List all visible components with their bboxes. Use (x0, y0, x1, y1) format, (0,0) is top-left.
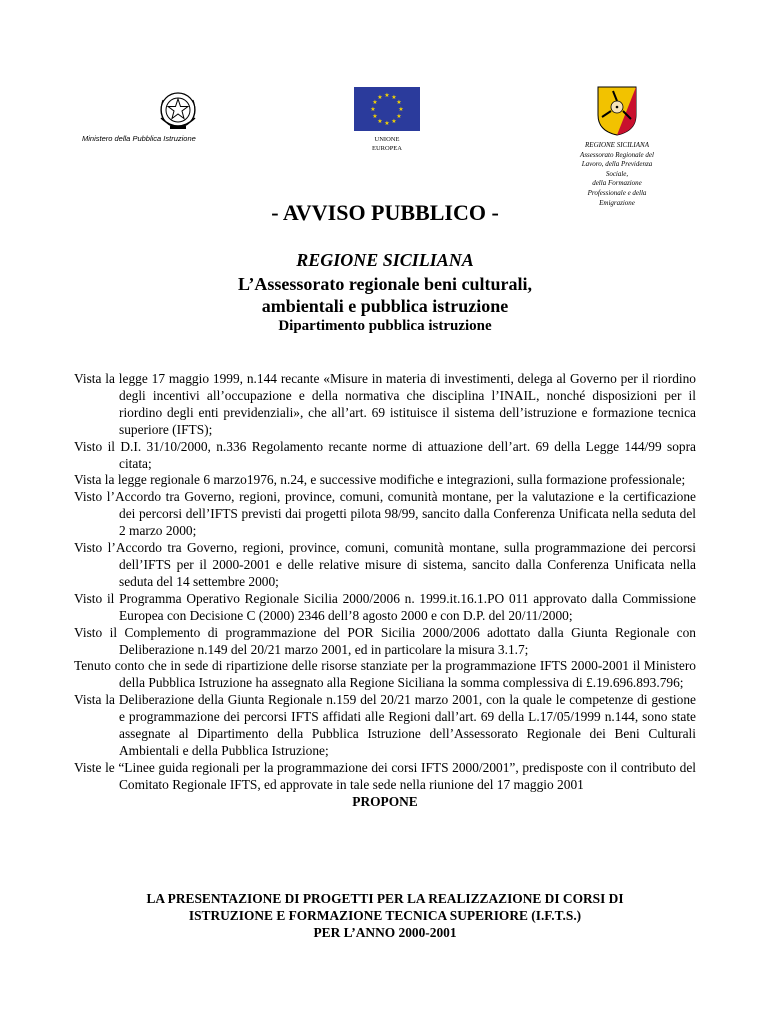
ministry-caption: Ministero della Pubblica Istruzione (82, 134, 196, 143)
recital-paragraph: Viste le “Linee guida regionali per la programmazione dei corsi IFTS 2000/2001”, predisposte con il contributo del Comitato Regionale IFTS, ed approvate in tale sede nella riunione del 17 maggio 2001 (74, 759, 696, 792)
eu-logo-block (352, 87, 422, 153)
svg-text:★: ★ (384, 92, 390, 99)
svg-text:★: ★ (370, 106, 376, 113)
svg-text:★: ★ (398, 106, 404, 113)
proposal-line3: PER L’ANNO 2000-2001 (313, 925, 457, 940)
department-title: Dipartimento pubblica istruzione (278, 318, 492, 334)
sicily-caption (564, 141, 670, 208)
eu-flag-icon (354, 87, 420, 131)
recital-paragraph: Vista la Deliberazione della Giunta Regionale n.159 del 20/21 marzo 2001, con la quale le competenze di gestione e programmazione dei percorsi IFTS affidati alle Regioni dall’art. 69 della L.17/05/1999 n.144, sono state assegnate al Dipartimento della Pubblica Istruzione dell’Assessorato Regionale dei Beni Culturali Ambientali e della Pubblica Istruzione; (74, 692, 696, 758)
recital-paragraph: Visto l’Accordo tra Governo, regioni, province, comuni, comunità montane, per la valutazione e la certificazione dei percorsi dell’IFTS previsti dai progetti pilota 98/99, sancito dalla Conferenza Unificata nella seduta del 2 marzo 2000; (74, 489, 696, 539)
svg-text:★: ★ (377, 94, 383, 101)
propone-heading: PROPONE (352, 793, 418, 809)
sicily-logo-block (564, 85, 670, 208)
sicily-trinacria-shield-icon (596, 85, 638, 137)
sicily-caption-line: Sociale, (605, 169, 629, 178)
sicily-caption-line: REGIONE SICILIANA (585, 141, 649, 149)
svg-text:★: ★ (372, 99, 378, 106)
recital-paragraph: Tenuto conto che in sede di ripartizione delle risorse stanziate per la programmazione IFTS 2000-2001 il Ministero della Pubblica Istruzione ha assegnato alla Regione Siciliana la somma complessiva di £.19.696.893.796; (74, 658, 696, 691)
svg-text:★: ★ (384, 120, 390, 127)
svg-text:★: ★ (377, 118, 383, 125)
proposal-heading (74, 890, 696, 941)
region-title: REGIONE SICILIANA (296, 250, 474, 270)
sicily-caption-line: Professionale e della (587, 188, 647, 197)
assessorato-line2: ambientali e pubblica istruzione (261, 296, 509, 316)
recital-paragraph: Vista la legge 17 maggio 1999, n.144 recante «Misure in materia di investimenti, delega al Governo per il riordino degli incentivi all’occupazione e della normativa che disciplina l’INAIL, nonché disposizioni per il riordino degli enti previdenziali», che all’art. 69 istituisce il sistema dell’istruzione e formazione tecnica superiore (IFTS); (74, 371, 696, 437)
italian-republic-emblem-icon (155, 88, 201, 134)
recital-paragraph: Visto il Programma Operativo Regionale Sicilia 2000/2006 n. 1999.it.16.1.PO 011 approvato dalla Commissione Europea con Decisione C (2000) 2346 dell’8 agosto 2000 e con D.P. del 20/11/2000; (74, 590, 696, 623)
recital-paragraph: Vista la legge regionale 6 marzo1976, n.24, e successive modifiche e integrazioni, sulla formazione professionale; (74, 472, 686, 488)
recital-paragraph: Visto il D.I. 31/10/2000, n.336 Regolamento recante norme di attuazione dell’art. 69 della Legge 144/99 sopra citata; (74, 438, 696, 471)
eu-caption-line2: EUROPEA (372, 145, 402, 152)
svg-text:★: ★ (391, 118, 397, 125)
recital-paragraph: Visto l’Accordo tra Governo, regioni, province, comuni, comunità montane, sulla programmazione dei percorsi dell’IFTS per il 2000-2001 e delle relative misure di sistema, sancito dalla Conferenza Unificata nella seduta del 14 settembre 2000; (74, 540, 696, 589)
sicily-caption-line: Assessorato Regionale del (580, 150, 654, 159)
ministry-logo-block (78, 88, 278, 143)
assessorato-line1: L’Assessorato regionale beni culturali, (237, 274, 532, 294)
svg-text:★: ★ (372, 113, 378, 120)
svg-text:★: ★ (391, 94, 397, 101)
document-body (74, 371, 696, 829)
assessorato-title (0, 273, 770, 317)
sicily-caption-line: della Formazione (592, 179, 642, 188)
proposal-line2: ISTRUZIONE E FORMAZIONE TECNICA SUPERIORE (I.F.T.S.) (188, 908, 582, 923)
sicily-caption-line: Emigrazione (599, 198, 635, 207)
svg-text:★: ★ (396, 113, 402, 120)
eu-caption-line1: UNIONE (374, 136, 400, 143)
notice-title: - AVVISO PUBBLICO - (271, 200, 499, 225)
recital-paragraph: Visto il Complemento di programmazione del POR Sicilia 2000/2006 adottato dalla Giunta Regionale con Deliberazione n.149 del 20/21 marzo 2001, ed in particolare la misura 3.1.7; (74, 624, 696, 657)
proposal-line1: LA PRESENTAZIONE DI PROGETTI PER LA REALIZZAZIONE DI CORSI DI (146, 891, 624, 906)
sicily-caption-line: Lavoro, della Previdenza (581, 160, 653, 169)
svg-text:★: ★ (396, 99, 402, 106)
eu-caption (352, 135, 422, 153)
